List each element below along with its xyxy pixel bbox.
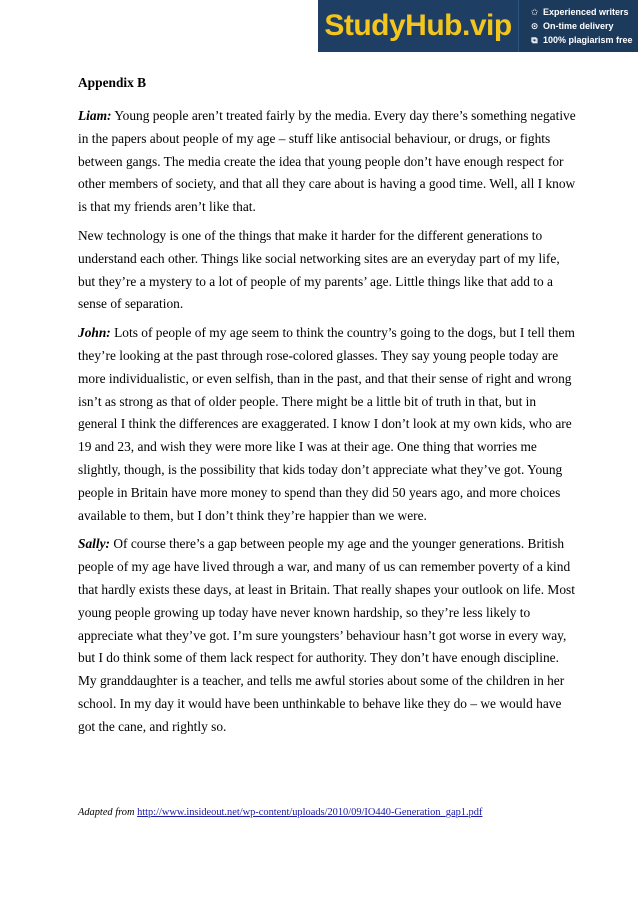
source-citation bbox=[78, 806, 482, 820]
paragraph-liam bbox=[78, 105, 578, 219]
star-icon: ✩ bbox=[530, 7, 539, 17]
paragraph-text: Young people aren’t treated fairly by the media. Every day there’s something negative in the papers about people of my age – stuff like antisocial behaviour, or drugs, or fights between gangs. The media create the idea that young people don’t have enough respect for other members of society, and that all they care about is having a good time. Well, all I know is that my friends aren’t like that. bbox=[78, 108, 576, 215]
paragraph-liam-continued bbox=[78, 225, 578, 316]
copy-icon: ⧉ bbox=[531, 35, 538, 45]
banner-features bbox=[519, 0, 638, 52]
document-body bbox=[78, 74, 578, 745]
paragraph-john bbox=[78, 322, 578, 527]
paragraph-text: Lots of people of my age seem to think the country’s going to the dogs, but I tell them they’re looking at the past through rose-colored glasses. They say young people today are more individualistic, or even selfish, than in the past, and that their sense of right and wrong isn’t as strong as that of older people. There might be a little bit of truth in that, but in general I think the differences are exaggerated. I know I don’t look at my own kids, who are 19 and 23, and wish they were more like I was at their age. One thing that worries me slightly, though, is the possibility that kids today don’t appreciate what they’ve got. Young people in Britain have more money to spend than they did 50 years ago, and more choices available to them, but I don’t think they’re happier than we were. bbox=[78, 325, 575, 523]
studyhub-logo[interactable]: StudyHub.vip bbox=[318, 0, 519, 52]
clock-icon: ⊙ bbox=[530, 21, 539, 31]
speaker-name: Sally: bbox=[78, 536, 110, 552]
feature-plagiarism-free bbox=[529, 33, 638, 47]
feature-label: Experienced writers bbox=[543, 7, 629, 17]
feature-label: 100% plagiarism free bbox=[543, 35, 633, 45]
page-title: Appendix B bbox=[78, 75, 147, 90]
studyhub-banner[interactable] bbox=[318, 0, 638, 52]
paragraph-text: New technology is one of the things that make it harder for the different generations to understand each other. Things like social networking sites are an everyday part of my life, but they’re a mystery to a lot of people of my parents’ age. Little things like that add to a sense of separation. bbox=[78, 227, 560, 312]
feature-label: On-time delivery bbox=[543, 21, 614, 31]
speaker-name: John: bbox=[78, 325, 111, 341]
paragraph-sally bbox=[78, 533, 578, 738]
paragraph-text: Of course there’s a gap between people my age and the younger generations. British people of my age have lived through a war, and many of us can remember poverty of a kind that hardly exists these days, at least in Britain. That really shapes your outlook on life. Most young people growing up today have never known hardship, so they’re less likely to appreciate what they’ve got. I’m sure youngsters’ behaviour hasn’t got worse in every way, but I do think some of them lack respect for authority. They don’t have enough discipline. My granddaughter is a teacher, and tells me awful stories about some of the children in her school. In my day it would have been unthinkable to behave like they do – we would have got the cane, and rightly so. bbox=[78, 536, 575, 734]
source-link[interactable]: http://www.insideout.net/wp-content/uploads/2010/09/IO440-Generation_gap1.pdf bbox=[137, 807, 483, 818]
feature-on-time-delivery bbox=[529, 19, 638, 33]
feature-experienced-writers bbox=[529, 5, 638, 19]
speaker-name: Liam: bbox=[78, 108, 112, 123]
source-label: Adapted from bbox=[78, 807, 138, 818]
